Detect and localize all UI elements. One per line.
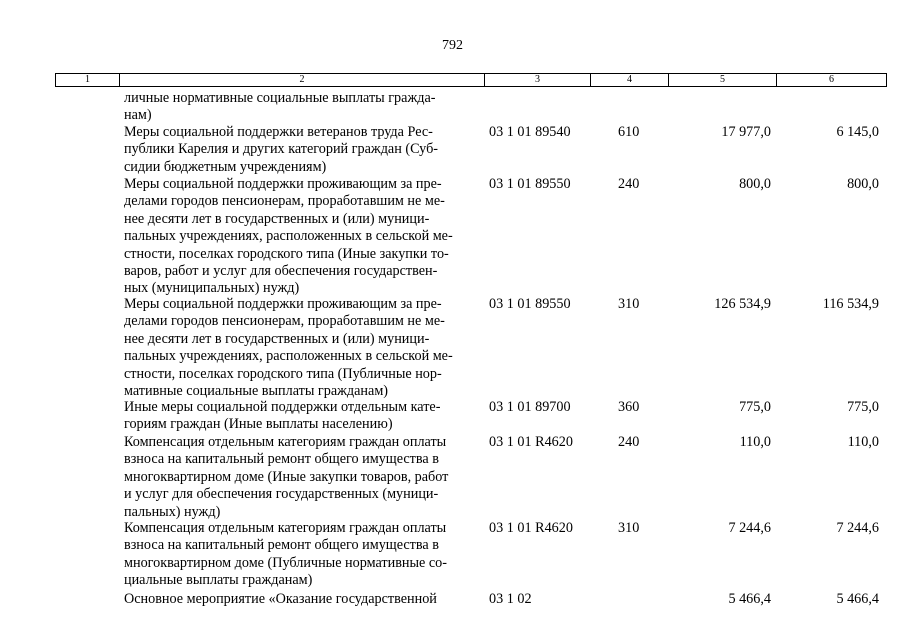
amount-col5: 17 977,0 <box>721 124 771 140</box>
description-line: личные нормативные социальные выплаты гражда- <box>124 90 436 106</box>
column-header-6: 6 <box>777 74 887 87</box>
row-description <box>124 399 476 434</box>
description-line: нее десяти лет в государственных и (или) муници- <box>124 330 430 347</box>
description-line: Меры социальной поддержки проживающим за пре- <box>124 176 442 192</box>
column-header-3: 3 <box>485 74 591 87</box>
amount-col6: 800,0 <box>847 176 879 192</box>
description-line: Основное мероприятие «Оказание государственной <box>124 591 437 607</box>
expense-type: 240 <box>618 434 640 450</box>
description-line: мативные социальные выплаты гражданам) <box>124 383 389 400</box>
expense-type: 610 <box>618 124 640 140</box>
classification-code: 03 1 01 89550 <box>489 296 571 312</box>
description-line: многоквартирном доме (Публичные нормативные со- <box>124 554 447 571</box>
description-line: гориям граждан (Иные выплаты населению) <box>124 416 393 433</box>
page-number: 792 <box>442 38 463 53</box>
column-header-2: 2 <box>120 74 485 87</box>
amount-col5: 110,0 <box>739 434 771 450</box>
classification-code: 03 1 01 89550 <box>489 176 571 192</box>
row-description <box>124 591 476 608</box>
amount-col5: 7 244,6 <box>728 520 771 536</box>
row-description <box>124 434 476 521</box>
description-line: нам) <box>124 107 152 124</box>
description-line: взноса на капитальный ремонт общего имущества в <box>124 451 439 468</box>
classification-code: 03 1 02 <box>489 591 532 607</box>
row-description <box>124 176 476 298</box>
description-line: пальных учреждениях, расположенных в сельской ме- <box>124 228 453 245</box>
description-line: Компенсация отдельным категориям граждан оплаты <box>124 520 447 536</box>
description-line: циальные выплаты гражданам) <box>124 572 313 589</box>
description-line: стности, поселках городского типа (Иные закупки то- <box>124 245 449 262</box>
description-line: делами городов пенсионерам, проработавшим не ме- <box>124 193 445 210</box>
description-line: и услуг для обеспечения государственных (муници- <box>124 486 439 503</box>
column-header-4: 4 <box>591 74 669 87</box>
amount-col6: 7 244,6 <box>836 520 879 536</box>
amount-col5: 126 534,9 <box>714 296 771 312</box>
expense-type: 360 <box>618 399 640 415</box>
expense-type: 310 <box>618 520 640 536</box>
amount-col5: 800,0 <box>739 176 771 192</box>
description-line: варов, работ и услуг для обеспечения государствен- <box>124 263 438 280</box>
description-line: взноса на капитальный ремонт общего имущества в <box>124 537 439 554</box>
classification-code: 03 1 01 89700 <box>489 399 571 415</box>
row-description <box>124 90 476 125</box>
column-header-1: 1 <box>56 74 120 87</box>
description-line: пальных учреждениях, расположенных в сельской ме- <box>124 348 453 365</box>
description-line: публики Карелия и других категорий граждан (Суб- <box>124 141 439 158</box>
classification-code: 03 1 01 89540 <box>489 124 571 140</box>
row-description <box>124 124 476 176</box>
description-line: ных (муниципальных) нужд) <box>124 280 300 297</box>
description-line: Иные меры социальной поддержки отдельным кате- <box>124 399 441 415</box>
description-line: делами городов пенсионерам, проработавшим не ме- <box>124 313 445 330</box>
description-line: нее десяти лет в государственных и (или) муници- <box>124 210 430 227</box>
amount-col6: 775,0 <box>847 399 879 415</box>
amount-col6: 6 145,0 <box>836 124 879 140</box>
description-line: многоквартирном доме (Иные закупки товаров, работ <box>124 468 449 485</box>
expense-type: 240 <box>618 176 640 192</box>
description-line: Меры социальной поддержки ветеранов труда Рес- <box>124 124 433 140</box>
row-description <box>124 296 476 400</box>
amount-col6: 110,0 <box>847 434 879 450</box>
classification-code: 03 1 01 R4620 <box>489 520 573 536</box>
description-line: пальных) нужд) <box>124 503 221 520</box>
amount-col6: 5 466,4 <box>836 591 879 607</box>
amount-col6: 116 534,9 <box>822 296 879 312</box>
description-line: стности, поселках городского типа (Публичные нор- <box>124 365 442 382</box>
classification-code: 03 1 01 R4620 <box>489 434 573 450</box>
amount-col5: 5 466,4 <box>728 591 771 607</box>
description-line: Меры социальной поддержки проживающим за пре- <box>124 296 442 312</box>
column-header-row <box>55 73 887 87</box>
expense-type: 310 <box>618 296 640 312</box>
column-header-5: 5 <box>669 74 777 87</box>
amount-col5: 775,0 <box>739 399 771 415</box>
description-line: Компенсация отдельным категориям граждан оплаты <box>124 434 447 450</box>
row-description <box>124 520 476 590</box>
description-line: сидии бюджетным учреждениям) <box>124 158 327 175</box>
